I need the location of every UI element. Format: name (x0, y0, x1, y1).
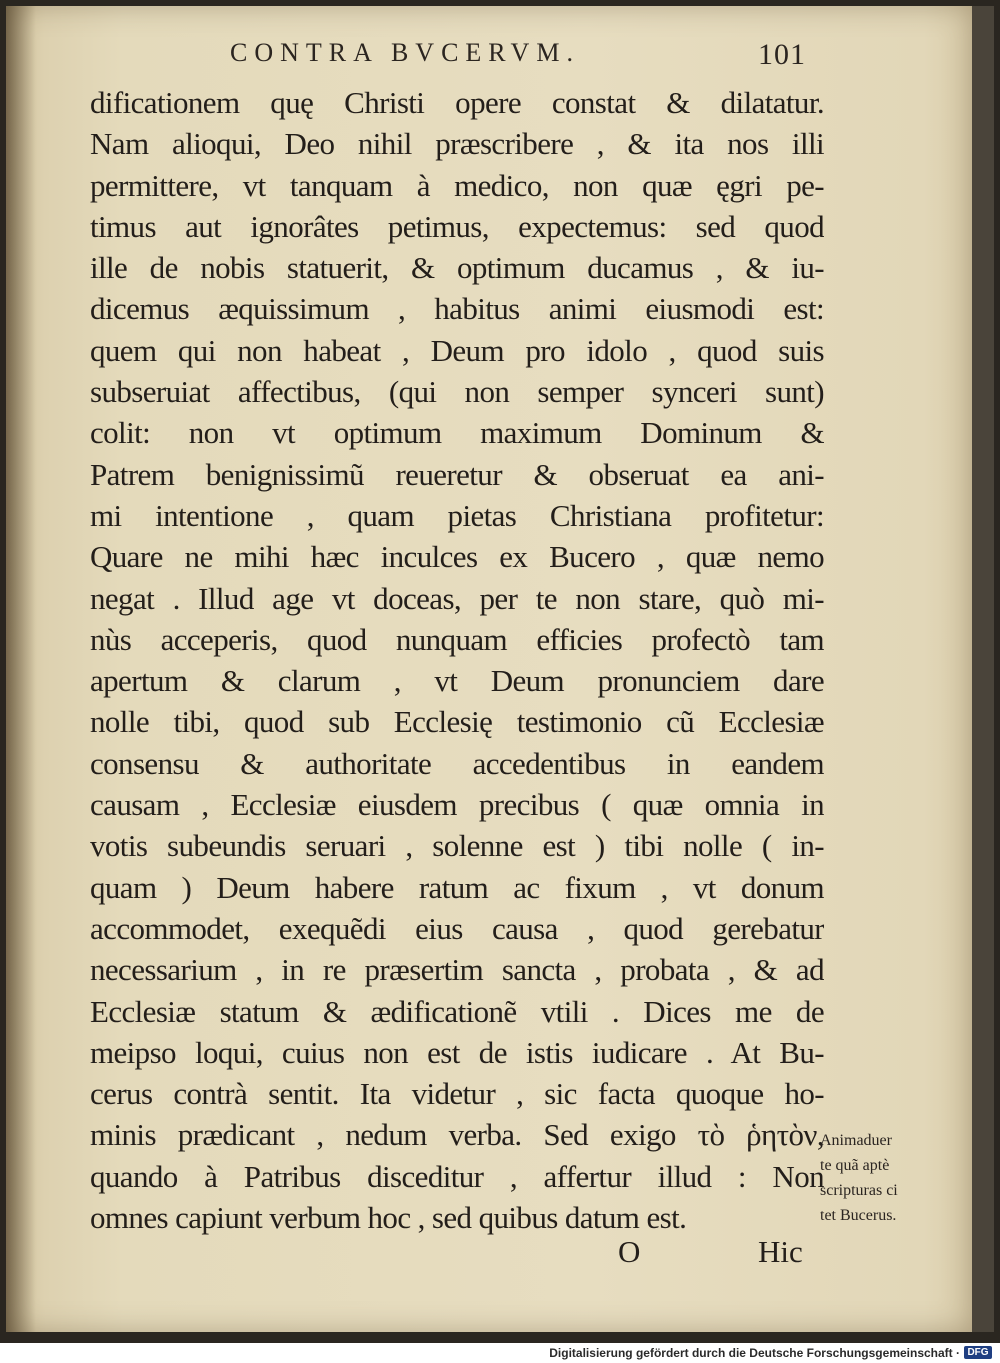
text-line: quando à Patribus disceditur , affertur illud : Non (90, 1158, 824, 1194)
footer-bar (0, 1343, 1000, 1363)
signature-mark: O (618, 1234, 641, 1269)
text-line: meipso loqui, cuius non est de istis iudicare . At Bu- (90, 1034, 824, 1070)
running-head: CONTRA BVCERVM. (230, 38, 580, 67)
footer-credit: Digitalisierung gefördert durch die Deutsche Forschungsgemeinschaft · (549, 1346, 960, 1360)
text-line: ille de nobis statuerit, & optimum ducamus , & iu- (90, 250, 824, 286)
page-number: 101 (758, 38, 806, 71)
text-line: mi intentione , quam pietas Christiana profitetur: (90, 497, 824, 533)
text-line: quam ) Deum habere ratum ac fixum , vt donum (90, 869, 824, 905)
text-line: consensu & authoritate accedentibus in eandem (90, 745, 824, 781)
text-line: Quare ne mihi hæc inculces ex Bucero , quæ nemo (90, 539, 824, 575)
text-line: timus aut ignorâtes petimus, expectemus: sed quod (90, 208, 824, 244)
text-line: Ecclesiæ statum & ædificationẽ vtili . Dices me de (90, 993, 824, 1029)
marginal-note-line: tet Bucerus. (820, 1207, 897, 1224)
text-line: accommodet, exequẽdi eius causa , quod gerebatur (90, 910, 824, 946)
marginal-note-line: scripturas ci (820, 1182, 898, 1199)
text-line: colit: non vt optimum maximum Dominum & (90, 415, 824, 451)
body-text (90, 82, 824, 1238)
binding-gutter-shadow (6, 6, 36, 1332)
text-line: Nam alioqui, Deo nihil præscribere , & ita nos illi (90, 126, 824, 162)
text-line: nolle tibi, quod sub Ecclesię testimonio cũ Ecclesiæ (90, 704, 824, 740)
text-line: negat . Illud age vt doceas, per te non stare, quò mi- (90, 580, 824, 616)
text-line: quem qui non habeat , Deum pro idolo , quod suis (90, 332, 824, 368)
text-line: necessarium , in re præsertim sancta , probata , & ad (90, 952, 824, 988)
catchword: Hic (758, 1234, 803, 1269)
text-line: votis subeundis seruari , solenne est ) tibi nolle ( in- (90, 828, 824, 864)
text-line: permittere, vt tanquam à medico, non quæ ęgri pe- (90, 167, 824, 203)
text-line: dicemus æquissimum , habitus animi eiusmodi est: (90, 291, 824, 327)
page-edge (972, 6, 994, 1332)
dfg-logo-icon: DFG (964, 1346, 992, 1359)
marginal-note-line: Animaduer (820, 1132, 892, 1149)
text-line: cerus contrà sentit. Ita videtur , sic facta quoque ho- (90, 1076, 824, 1112)
text-line: dificationem quę Christi opere constat & dilatatur. (90, 85, 824, 120)
text-line: omnes capiunt verbum hoc , sed quibus datum est. (90, 1200, 687, 1236)
text-line: Patrem benignissimũ reueretur & obseruat ea ani- (90, 456, 824, 492)
text-line: causam , Ecclesiæ eiusdem precibus ( quæ omnia in (90, 787, 824, 823)
marginal-note (820, 1128, 970, 1228)
text-line: apertum & clarum , vt Deum pronunciem dare (90, 663, 824, 699)
text-line: nùs acceperis, quod nunquam efficies profectò tam (90, 621, 824, 657)
marginal-note-line: te quã aptè (820, 1157, 890, 1174)
text-line: subseruiat affectibus, (qui non semper synceri sunt) (90, 374, 824, 410)
text-line: minis prædicant , nedum verba. Sed exigo τὸ ῥητὸν, (90, 1117, 824, 1153)
